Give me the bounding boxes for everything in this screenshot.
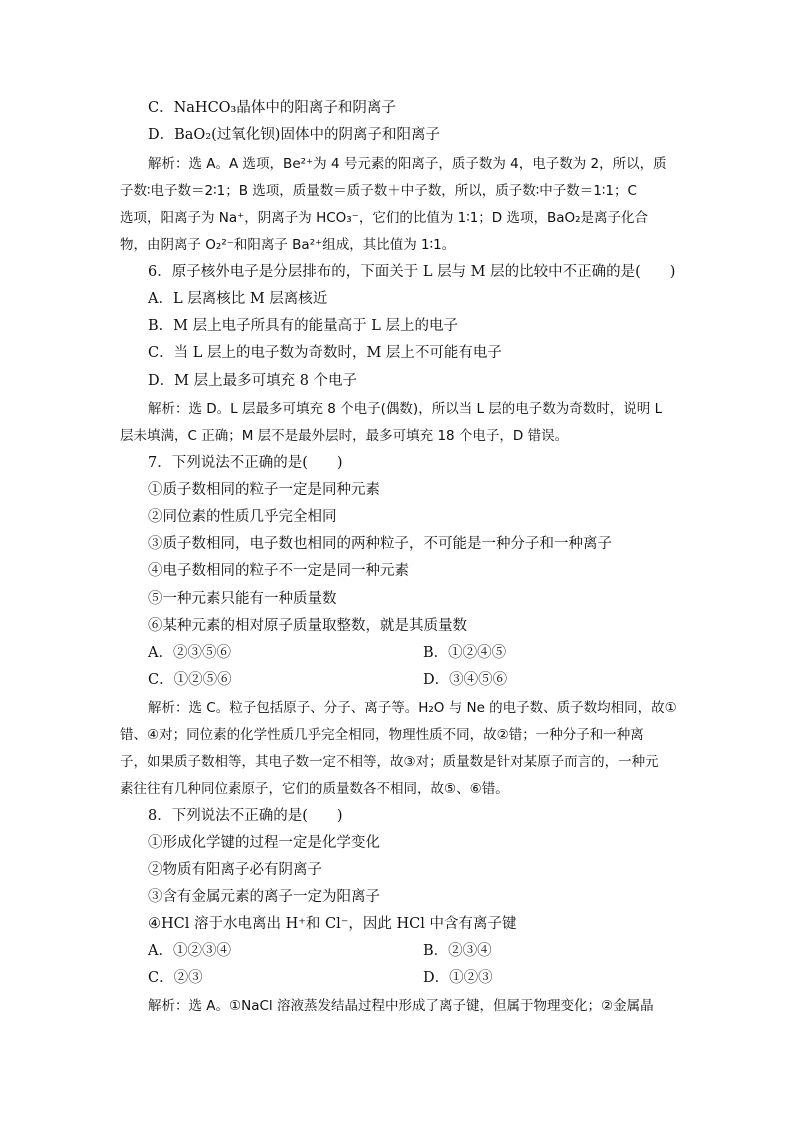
q5-analysis-line: 物，由阴离子 O₂²⁻和阳离子 Ba²⁺组成，其比值为 1∶1。 <box>120 237 456 253</box>
q8-stem: 8．下列说法不正确的是( ) <box>148 808 343 824</box>
q7-statement: ③质子数相同，电子数也相同的两种粒子，不可能是一种分子和一种离子 <box>148 536 612 552</box>
q5-analysis-line: 子数∶电子数＝2∶1；B 选项，质量数＝质子数＋中子数，所以，质子数∶中子数＝1∶1；C <box>120 183 637 199</box>
q7-analysis-line: 素往往有几种同位素原子，它们的质量数各不相同，故⑤、⑥错。 <box>120 781 509 797</box>
q7-options-row-1 <box>148 641 708 662</box>
q6-analysis-line: 解析：选 D。L 层最多可填充 8 个电子(偶数)，所以当 L 层的电子数为奇数时，说明 L <box>148 401 663 417</box>
q6-option-b: B．M 层上电子所具有的能量高于 L 层上的电子 <box>148 318 458 334</box>
q7-option-b: B．①②④⑤ <box>423 645 507 661</box>
q7-statement: ⑤一种元素只能有一种质量数 <box>148 591 337 607</box>
q6-option-a: A．L 层离核比 M 层离核近 <box>148 291 328 307</box>
q6-analysis-line: 层未填满，C 正确；M 层不是最外层时，最多可填充 18 个电子，D 错误。 <box>120 428 569 444</box>
q5-analysis-line: 解析：选 A。A 选项，Be²⁺为 4 号元素的阳离子，质子数为 4，电子数为 2，所以，质 <box>148 156 667 172</box>
q8-option-b: B．②③④ <box>423 943 492 959</box>
q8-statement: ④HCl 溶于水电离出 H⁺和 Cl⁻，因此 HCl 中含有离子键 <box>148 916 517 932</box>
q5-analysis-line: 选项，阳离子为 Na⁺，阴离子为 HCO₃⁻，它们的比值为 1∶1；D 选项，BaO₂是离子化合 <box>120 210 649 226</box>
q8-options-row-1 <box>148 939 708 960</box>
q8-option-a: A．①②③④ <box>148 943 231 959</box>
q7-options-row-2 <box>148 668 708 689</box>
q7-analysis-line: 子，如果质子数相等，其电子数一定不相等，故③对；质量数是针对某原子而言的，一种元 <box>120 754 659 770</box>
q8-option-c: C．②③ <box>148 970 203 986</box>
q7-statement: ①质子数相同的粒子一定是同种元素 <box>148 482 380 498</box>
q6-option-c: C．当 L 层上的电子数为奇数时，M 层上不可能有电子 <box>148 345 502 361</box>
q8-statement: ③含有金属元素的离子一定为阳离子 <box>148 889 380 905</box>
q8-statement: ①形成化学键的过程一定是化学变化 <box>148 835 380 851</box>
q7-option-d: D．③④⑤⑥ <box>423 672 508 688</box>
q7-analysis-line: 错、④对；同位素的化学性质几乎完全相同，物理性质不同，故②错；一种分子和一种离 <box>120 727 644 743</box>
q6-stem: 6．原子核外电子是分层排布的，下面关于 L 层与 M 层的比较中不正确的是( ) <box>148 264 676 280</box>
q7-analysis-line: 解析：选 C。粒子包括原子、分子、离子等。H₂O 与 Ne 的电子数、质子数均相同，故① <box>148 700 677 716</box>
q6-option-d: D．M 层上最多可填充 8 个电子 <box>148 373 358 389</box>
q7-statement: ④电子数相同的粒子不一定是同一种元素 <box>148 563 409 579</box>
q7-option-c: C．①②⑤⑥ <box>148 672 232 688</box>
q7-statement: ⑥某种元素的相对原子质量取整数，就是其质量数 <box>148 618 467 634</box>
q8-options-row-2 <box>148 966 708 987</box>
q8-option-d: D．①②③ <box>423 970 493 986</box>
q7-option-a: A．②③⑤⑥ <box>148 645 231 661</box>
q7-statement: ②同位素的性质几乎完全相同 <box>148 509 337 525</box>
q5-option-c: C．NaHCO₃晶体中的阳离子和阴离子 <box>148 100 396 116</box>
q5-option-d: D．BaO₂(过氧化钡)固体中的阴离子和阳离子 <box>148 127 440 143</box>
q7-stem: 7．下列说法不正确的是( ) <box>148 455 343 471</box>
q8-analysis-line: 解析：选 A。①NaCl 溶液蒸发结晶过程中形成了离子键，但属于物理变化；②金属晶 <box>148 998 654 1014</box>
q8-statement: ②物质有阳离子必有阴离子 <box>148 862 322 878</box>
